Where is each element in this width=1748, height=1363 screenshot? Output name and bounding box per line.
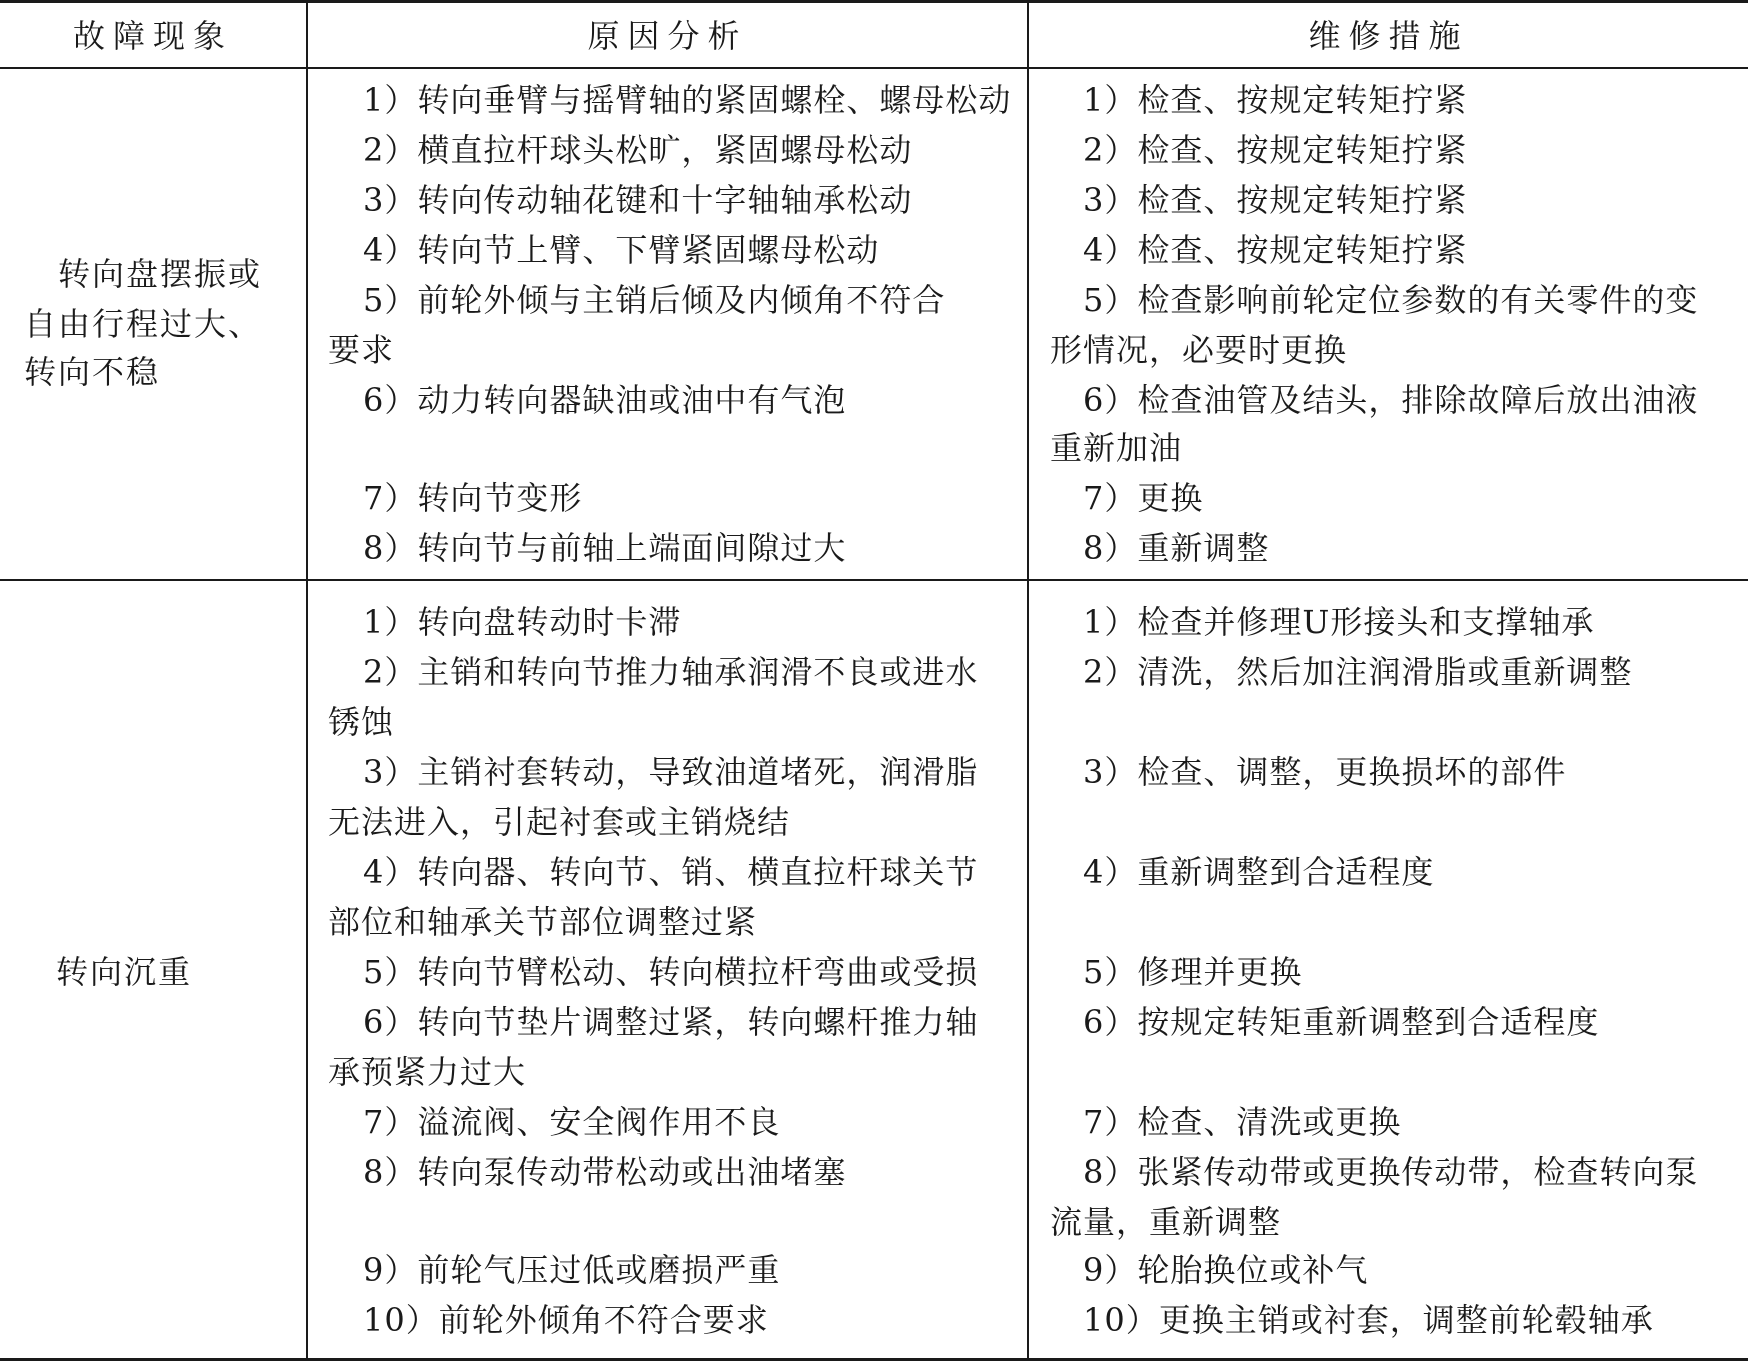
- cause-line: 8）转向泵传动带松动或出油堵塞: [363, 1153, 847, 1191]
- cause-line: 6）动力转向器缺油或油中有气泡: [363, 381, 847, 419]
- column-divider-1: [306, 0, 308, 1361]
- remedy-line: 3）检查、按规定转矩拧紧: [1083, 181, 1468, 219]
- remedy-line: 6）检查油管及结头，排除故障后放出油液: [1083, 381, 1699, 419]
- remedy-line: 10）更换主销或衬套，调整前轮毂轴承: [1083, 1301, 1654, 1339]
- remedy-line: 形情况，必要时更换: [1050, 331, 1348, 369]
- table-bottom-rule: [0, 1358, 1748, 1361]
- cause-line: 7）溢流阀、安全阀作用不良: [363, 1103, 781, 1141]
- header-bottom-rule: [0, 67, 1748, 69]
- cause-line: 5）转向节臂松动、转向横拉杆弯曲或受损: [363, 953, 979, 991]
- remedy-line: 重新加油: [1050, 429, 1183, 467]
- remedy-line: 4）检查、按规定转矩拧紧: [1083, 231, 1468, 269]
- remedy-line: 8）张紧传动带或更换传动带，检查转向泵: [1083, 1153, 1699, 1191]
- cause-line: 承预紧力过大: [328, 1053, 527, 1091]
- cause-line: 7）转向节变形: [363, 479, 583, 517]
- remedy-line: 2）清洗，然后加注润滑脂或重新调整: [1083, 653, 1633, 691]
- remedy-line: 1）检查、按规定转矩拧紧: [1083, 81, 1468, 119]
- header-symptom: 故障现象: [72, 17, 233, 55]
- cause-line: 3）转向传动轴花键和十字轴轴承松动: [363, 181, 913, 219]
- header-cause: 原因分析: [587, 17, 748, 55]
- cause-line: 4）转向节上臂、下臂紧固螺母松动: [363, 231, 880, 269]
- cause-line: 5）前轮外倾与主销后倾及内倾角不符合: [363, 281, 946, 319]
- remedy-line: 7）更换: [1083, 479, 1204, 517]
- remedy-line: 2）检查、按规定转矩拧紧: [1083, 131, 1468, 169]
- header-remedy: 维修措施: [1308, 17, 1469, 55]
- cause-line: 8）转向节与前轴上端面间隙过大: [363, 529, 847, 567]
- remedy-line: 流量，重新调整: [1050, 1203, 1282, 1241]
- remedy-line: 7）检查、清洗或更换: [1083, 1103, 1402, 1141]
- symptom-text: 转向沉重: [56, 953, 193, 991]
- cause-line: 1）转向盘转动时卡滞: [363, 603, 682, 641]
- cause-line: 1）转向垂臂与摇臂轴的紧固螺栓、螺母松动: [363, 81, 1012, 119]
- table-top-rule: [0, 0, 1748, 3]
- cause-line: 无法进入，引起衬套或主销烧结: [328, 803, 791, 841]
- row-divider: [0, 579, 1748, 581]
- remedy-line: 4）重新调整到合适程度: [1083, 853, 1435, 891]
- remedy-line: 1）检查并修理U形接头和支撑轴承: [1083, 603, 1595, 641]
- symptom-text: 转向不稳: [24, 353, 161, 391]
- symptom-text: 自由行程过大、: [24, 305, 263, 343]
- cause-line: 2）主销和转向节推力轴承润滑不良或进水: [363, 653, 979, 691]
- symptom-text: 转向盘摆振或: [58, 255, 263, 293]
- remedy-line: 3）检查、调整，更换损坏的部件: [1083, 753, 1567, 791]
- cause-line: 部位和轴承关节部位调整过紧: [328, 903, 758, 941]
- cause-line: 2）横直拉杆球头松旷，紧固螺母松动: [363, 131, 913, 169]
- cause-line: 4）转向器、转向节、销、横直拉杆球关节: [363, 853, 979, 891]
- cause-line: 6）转向节垫片调整过紧，转向螺杆推力轴: [363, 1003, 979, 1041]
- remedy-line: 8）重新调整: [1083, 529, 1270, 567]
- remedy-line: 5）修理并更换: [1083, 953, 1303, 991]
- remedy-line: 9）轮胎换位或补气: [1083, 1251, 1369, 1289]
- column-divider-2: [1027, 0, 1029, 1361]
- cause-line: 9）前轮气压过低或磨损严重: [363, 1251, 781, 1289]
- remedy-line: 5）检查影响前轮定位参数的有关零件的变: [1083, 281, 1699, 319]
- remedy-line: 6）按规定转矩重新调整到合适程度: [1083, 1003, 1600, 1041]
- cause-line: 10）前轮外倾角不符合要求: [363, 1301, 769, 1339]
- cause-line: 3）主销衬套转动，导致油道堵死，润滑脂: [363, 753, 979, 791]
- cause-line: 要求: [328, 331, 395, 369]
- cause-line: 锈蚀: [328, 703, 395, 741]
